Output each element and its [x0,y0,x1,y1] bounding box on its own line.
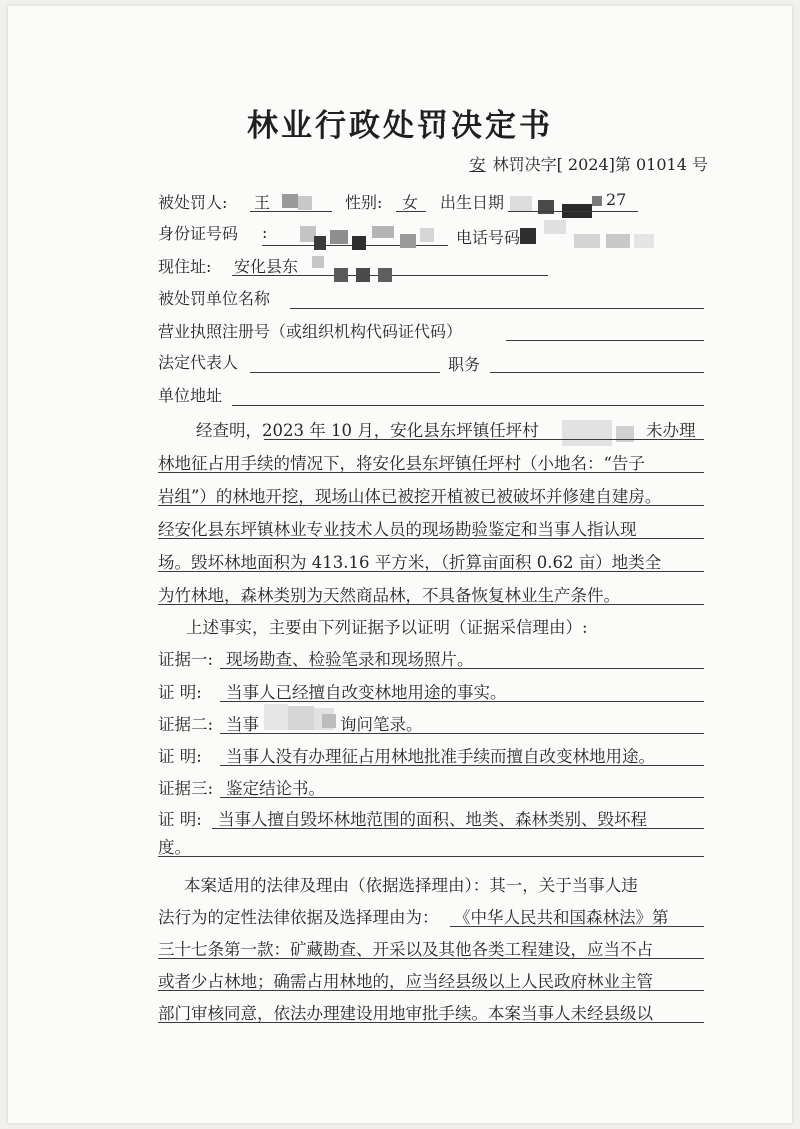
phone-label: 电话号码 [456,228,521,247]
evidence-1-proof-text: 当事人已经擅自改变林地用途的事实。 [226,683,507,702]
doc-number-year: 2024 [567,155,609,174]
evidence-underline [220,668,704,669]
evidence-2-text-end: 询问笔录。 [340,715,423,734]
law-line-2: 法行为的定性法律依据及选择理由为： [158,908,439,927]
doc-number-middle: 林罚决字[ [492,155,563,174]
address-value: 安化县东 [234,257,299,276]
legal-rep-underline [250,372,440,373]
evidence-underline [220,765,704,766]
facts-underline [158,604,704,605]
facts-line-5: 场。毁坏林地面积为 413.16 平方米，（折算亩面积 0.62 亩）地类全 [158,553,662,572]
evidence-3-label: 证据三: [158,779,214,798]
gender-value: 女 [402,193,419,212]
facts-underline [158,472,704,473]
penalized-person-row [158,190,227,213]
evidence-1-label: 证据一: [158,650,214,669]
evidence-underline [220,701,704,702]
id-partial: : [262,223,268,242]
law-line-2-end: 《中华人民共和国森林法》第 [454,908,669,927]
evidence-underline [220,797,704,798]
evidence-underline [158,856,704,857]
facts-line-1: 经查明，2023 年 10 月，安化县东坪镇任坪村 [196,421,539,440]
law-underline [158,1022,704,1023]
evidence-2-proof-label: 证 明: [158,747,202,766]
unit-name-label: 被处罚单位名称 [158,289,271,308]
evidence-3-proof-label: 证 明: [158,810,202,829]
penalized-person-underline [250,211,332,212]
facts-line-4: 经安化县东坪镇林业专业技术人员的现场勘验鉴定和当事人指认现 [158,520,637,539]
evidence-3-proof-text: 当事人擅自毁坏林地范围的面积、地类、森林类别、毁坏程 [218,810,647,829]
position-underline [490,372,704,373]
penalized-person-value: 王 [254,193,271,212]
law-underline [158,958,704,959]
id-label: 身份证号码 [158,224,239,243]
doc-number-prefix: 安 [469,155,486,174]
evidence-underline [212,828,704,829]
unit-address-underline [232,405,704,406]
facts-underline [264,439,704,440]
evidence-2-label: 证据二: [158,715,214,734]
law-line-1: 本案适用的法律及理由（依据选择理由）：其一，关于当事人违 [184,876,638,895]
penalized-person-label: 被处罚人: [158,193,228,212]
legal-rep-label: 法定代表人 [158,353,239,372]
address-label: 现住址: [158,257,212,276]
facts-line-3: 岩组”）的林地开挖，现场山体已被挖开植被已被破坏并修建自建房。 [158,487,662,506]
doc-number-number: 01014 [635,155,687,174]
birth-partial: 27 [606,190,627,209]
doc-number-suffix: ]第 [608,155,631,174]
facts-line-6: 为竹林地，森林类别为天然商品林，不具备恢复林业生产条件。 [158,586,620,605]
birth-underline [508,211,638,212]
law-line-5: 部门审核同意，依法办理建设用地审批手续。本案当事人未经县级以 [158,1004,653,1023]
law-underline [158,990,704,991]
license-label: 营业执照注册号（或组织机构代码证代码） [158,322,463,341]
facts-underline [158,538,704,539]
gender-label: 性别: [345,193,383,212]
evidence-1-text: 现场勘查、检验笔录和现场照片。 [226,650,474,669]
evidence-3-text: 鉴定结论书。 [226,779,325,798]
gender-underline [396,211,426,212]
evidence-1-proof-label: 证 明: [158,683,202,702]
facts-underline [158,571,704,572]
law-line-4: 或者少占林地；确需占用林地的，应当经县级以上人民政府林业主管 [158,972,653,991]
evidence-2-proof-text: 当事人没有办理征占用林地批准手续而擅自改变林地用途。 [226,747,655,766]
license-underline [506,340,704,341]
law-underline [450,926,704,927]
facts-underline [158,505,704,506]
unit-address-label: 单位地址 [158,386,223,405]
facts-line-2: 林地征占用手续的情况下，将安化县东坪镇任坪村（小地名：“告子 [158,454,645,473]
evidence-2-text: 当事 [226,715,259,734]
law-line-3: 三十七条第一款：矿藏勘查、开采以及其他各类工程建设，应当不占 [158,940,653,959]
evidence-intro: 上述事实，主要由下列证据予以证明（证据采信理由）: [186,618,588,637]
doc-number [467,152,708,175]
document-title: 林业行政处罚决定书 [247,108,553,144]
facts-line-1-end: 未办理 [646,421,696,440]
evidence-underline [220,733,704,734]
position-label: 职务 [448,355,481,374]
evidence-3-proof-text-cont: 度。 [158,838,191,857]
doc-number-end: 号 [691,155,708,174]
birth-label: 出生日期 [440,193,505,212]
unit-name-underline [290,308,704,309]
